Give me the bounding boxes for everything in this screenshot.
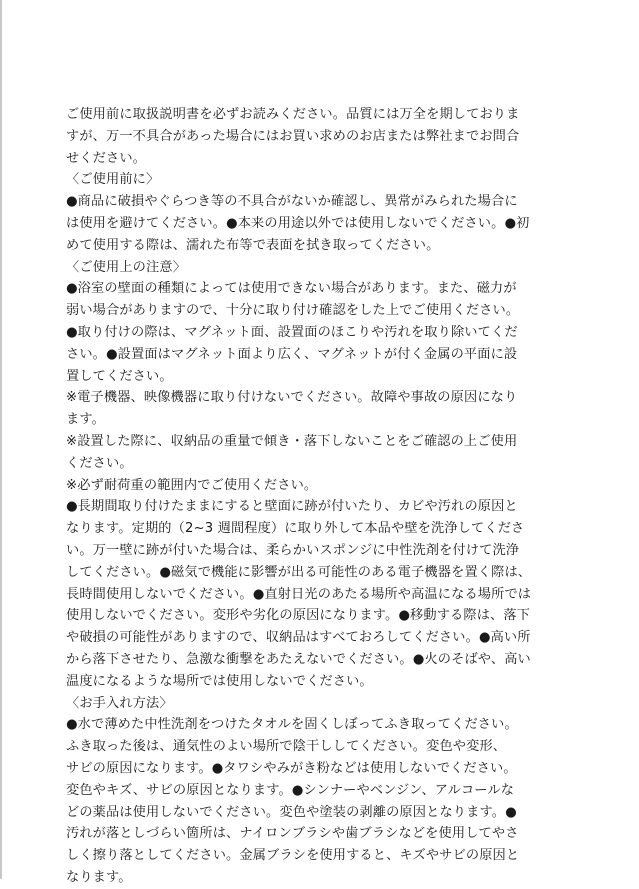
- text-line: しく擦り落としてください。金属ブラシを使用すると、キズやサビの原因と: [66, 848, 520, 864]
- text-line: や破損の可能性がありますので、収納品はすべておろしてください。●高い所: [66, 630, 531, 646]
- text-line: い。万一壁に跡が付いた場合は、柔らかいスポンジに中性洗剤を付けて洗浄: [66, 542, 520, 558]
- text-line: ●水で薄めた中性洗剤をつけたタオルを固くしぼってふき取ってください。: [66, 717, 518, 733]
- section-heading-before-use: 〈ご使用前に〉: [66, 172, 160, 188]
- text-line: 汚れが落としづらい箇所は、ナイロンブラシや歯ブラシなどを使用してやさ: [66, 826, 519, 842]
- text-line: ご使用前に取扱説明書を必ずお読みください。品質には万全を期しておりま: [66, 107, 520, 122]
- text-line: すが、万一不具合があった場合にはお買い求めのお店または弊社までお問合: [66, 128, 520, 144]
- page-left-border: [0, 0, 2, 879]
- text-line: は使用を避けてください。●本来の用途以外では使用しないでください。●初: [66, 215, 530, 231]
- section-heading-precautions: 〈ご使用上の注意〉: [66, 259, 187, 275]
- text-line: どの薬品は使用しないでください。変色や塗装の剥離の原因となります。●: [66, 804, 517, 820]
- text-line: ●取り付けの際は、マグネット面、設置面のほこりや汚れを取り除いてくだ: [66, 324, 518, 340]
- text-line: 温度になるような場所では使用しないでください。: [66, 673, 373, 689]
- text-line: ●商品に破損やぐらつき等の不具合がないか確認し、異常がみられた場合に: [66, 194, 518, 210]
- text-line: ください。: [66, 455, 133, 471]
- text-line: なります。定期的（2~3 週間程度）に取り外して本品や壁を洗浄してくださ: [66, 521, 525, 537]
- text-line: ●長期間取り付けたままにすると壁面に跡が付いたり、カビや汚れの原因と: [66, 499, 518, 515]
- text-line: してください。●磁気で機能に影響が出る可能性のある電子機器を置く際は、: [66, 564, 532, 580]
- text-line: 弱い場合がありますので、十分に取り付け確認をした上でご使用ください。: [66, 303, 520, 319]
- text-line: 使用しないでください。変形や劣化の原因になります。●移動する際は、落下: [66, 608, 531, 624]
- text-line: ●浴室の壁面の種類によっては使用できない場合があります。また、磁力が: [66, 281, 517, 297]
- text-line: ふき取った後は、通気性のよい場所で陰干ししてください。変色や変形、: [66, 739, 507, 755]
- text-line: ます。: [66, 412, 105, 428]
- instruction-text-block: [66, 104, 578, 889]
- text-line: めて使用する際は、濡れた布等で表面を拭き取ってください。: [66, 237, 440, 253]
- text-line: ※必ず耐荷重の範囲内でご使用ください。: [66, 477, 318, 493]
- section-heading-care: 〈お手入れ方法〉: [66, 695, 173, 711]
- text-line: 長時間使用しないでください。●直射日光のあたる場所や高温になる場所では: [66, 586, 532, 602]
- text-line: なります。: [66, 869, 132, 885]
- text-line: から落下させたり、急激な衝撃をあたえないでください。●火のそばや、高い: [66, 651, 531, 667]
- text-line: さい。●設置面はマグネット面より広く、マグネットが付く金属の平面に設: [66, 346, 518, 362]
- text-line: 置してください。: [66, 368, 173, 384]
- text-line: せください。: [66, 150, 147, 166]
- text-line: ※電子機器、映像機器に取り付けないでください。故障や事故の原因になり: [66, 390, 518, 406]
- text-line: ※設置した際に、収納品の重量で傾き・落下しないことをご確認の上ご使用: [66, 433, 518, 449]
- text-line: 変色やキズ、サビの原因となります。●シンナーやベンジン、アルコールな: [66, 782, 515, 798]
- text-line: サビの原因になります。●タワシやみがき粉などは使用しないでください。: [66, 760, 517, 776]
